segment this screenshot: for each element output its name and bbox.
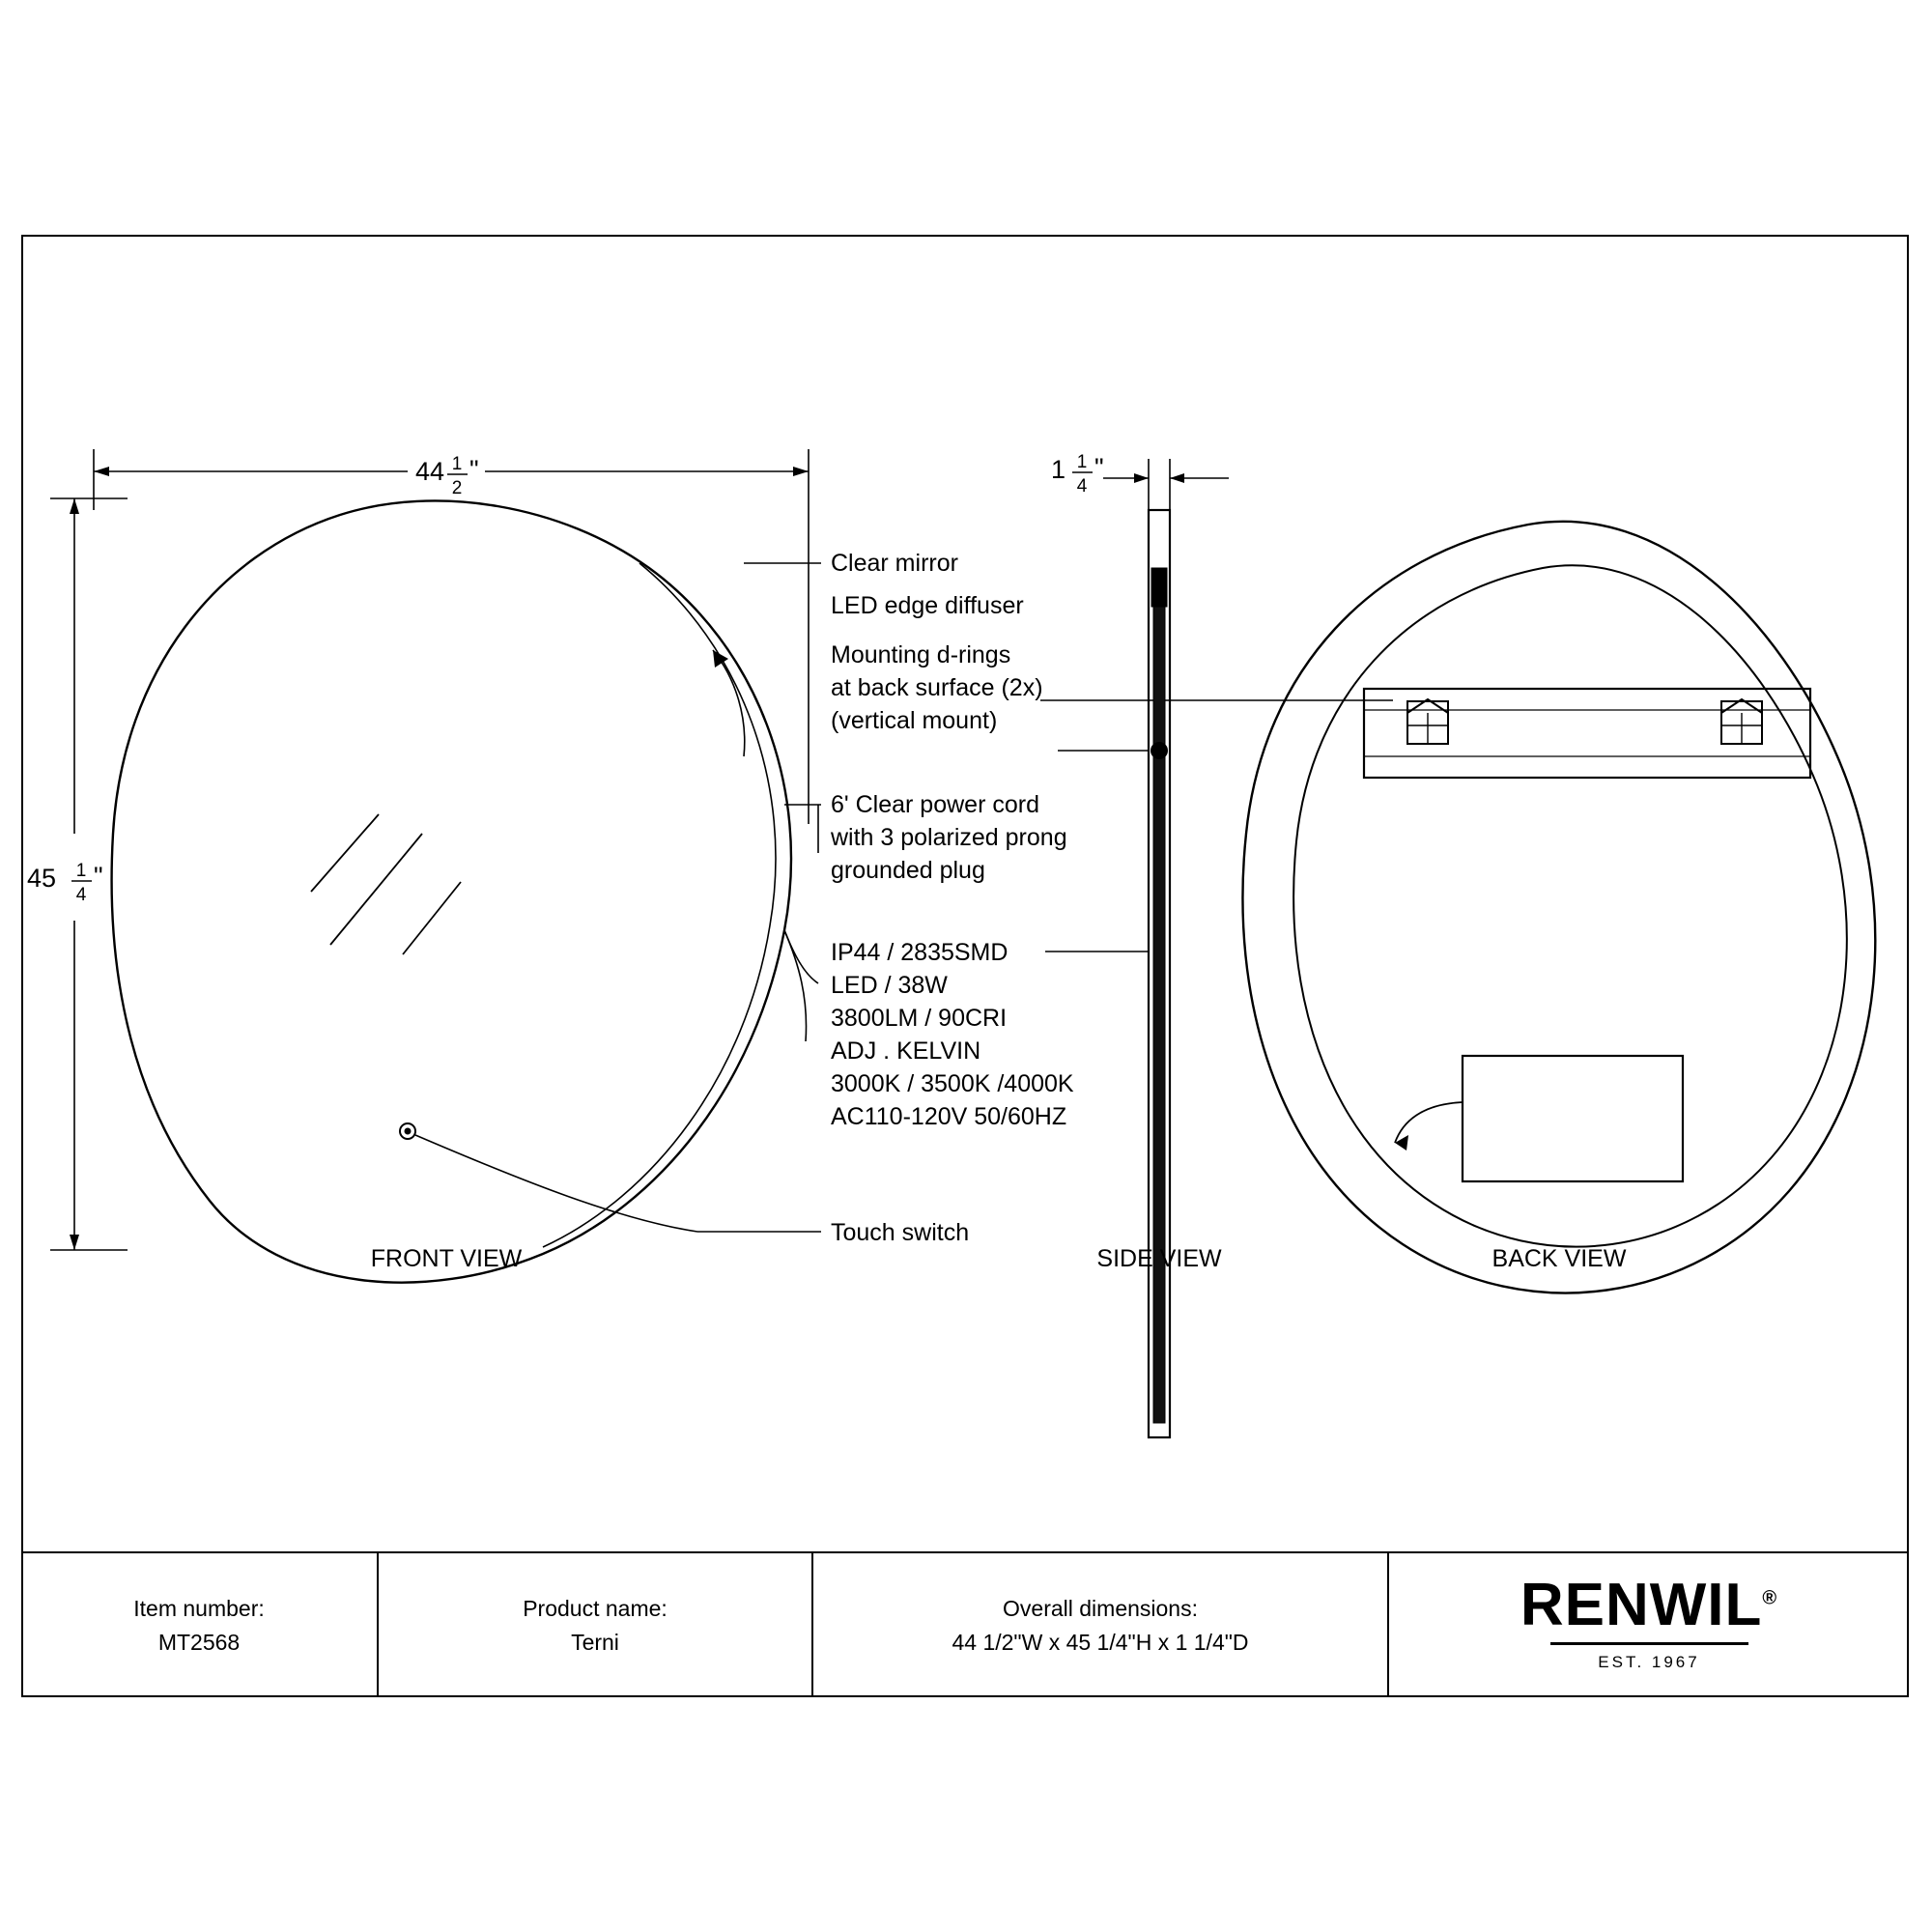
- mounting-bracket: [1364, 689, 1810, 778]
- spec-line-4: 3000K / 3500K /4000K: [831, 1070, 1074, 1097]
- spec-line-0: IP44 / 2835SMD: [831, 939, 1009, 966]
- spec-line-1: LED / 38W: [831, 972, 948, 999]
- depth-denominator: 4: [1076, 476, 1088, 497]
- depth-numerator: 1: [1076, 452, 1088, 472]
- side-view-profile: [1149, 510, 1170, 1437]
- d-ring-left: [1407, 699, 1448, 744]
- item-number-label: Item number:: [133, 1596, 265, 1621]
- label-power-cord-3: grounded plug: [831, 857, 985, 884]
- spec-line-2: 3800LM / 90CRI: [831, 1005, 1008, 1032]
- label-power-cord-1: 6' Clear power cord: [831, 791, 1039, 818]
- label-mounting-drings-2: at back surface (2x): [831, 674, 1043, 701]
- height-denominator: 4: [75, 885, 87, 905]
- brand-established: EST. 1967: [1598, 1653, 1700, 1672]
- overall-dimensions-value: 44 1/2"W x 45 1/4"H x 1 1/4"D: [952, 1629, 1249, 1655]
- label-touch-switch: Touch switch: [831, 1219, 970, 1246]
- label-clear-mirror: Clear mirror: [831, 550, 958, 577]
- item-number-value: MT2568: [157, 1629, 241, 1655]
- title-block-logo: [1389, 1553, 1909, 1697]
- title-block: [21, 1551, 1909, 1697]
- front-view-mirror: [112, 500, 791, 1282]
- title-block-product-name: [379, 1553, 813, 1697]
- width-denominator: 2: [451, 478, 463, 498]
- spec-line-5: AC110-120V 50/60HZ: [831, 1103, 1067, 1130]
- height-numerator: 1: [75, 861, 87, 881]
- width-whole: 44: [415, 457, 445, 486]
- width-numerator: 1: [451, 454, 463, 474]
- depth-unit: ": [1094, 453, 1104, 482]
- depth-dimension: [1103, 459, 1229, 525]
- overall-dimensions-label: Overall dimensions:: [1003, 1596, 1198, 1621]
- product-name-label: Product name:: [523, 1596, 668, 1621]
- leader-touch-switch: [415, 1135, 821, 1232]
- drawing-area: [21, 235, 1909, 1551]
- label-front-view: FRONT VIEW: [370, 1245, 523, 1272]
- driver-box: [1395, 1056, 1683, 1181]
- label-mounting-drings-3: (vertical mount): [831, 707, 998, 734]
- label-side-view: SIDE VIEW: [1096, 1245, 1222, 1272]
- label-led-edge-diffuser: LED edge diffuser: [831, 592, 1024, 619]
- title-block-item-number: [21, 1553, 379, 1697]
- registered-mark: ®: [1762, 1587, 1778, 1609]
- height-unit: ": [94, 862, 103, 891]
- spec-line-3: ADJ . KELVIN: [831, 1037, 981, 1065]
- height-dimension: [50, 498, 128, 1250]
- depth-whole: 1: [1051, 455, 1066, 484]
- brand-name: [1520, 1572, 1778, 1639]
- brand-name-text: RENWIL: [1520, 1572, 1763, 1639]
- width-dimension: [94, 449, 809, 824]
- label-mounting-drings-1: Mounting d-rings: [831, 641, 1011, 668]
- touch-switch-marker: [400, 1123, 415, 1139]
- label-back-view: BACK VIEW: [1492, 1245, 1627, 1272]
- height-whole: 45: [27, 864, 57, 893]
- d-ring-right: [1721, 699, 1762, 744]
- width-unit: ": [469, 455, 479, 484]
- product-name-value: Terni: [571, 1629, 619, 1655]
- label-power-cord-2: with 3 polarized prong: [831, 824, 1067, 851]
- drawing-svg: [21, 235, 1909, 1551]
- brand-logo: [1520, 1572, 1778, 1675]
- title-block-overall-dimensions: [813, 1553, 1389, 1697]
- back-view-mirror: [1242, 522, 1875, 1293]
- logo-divider: [1550, 1642, 1748, 1645]
